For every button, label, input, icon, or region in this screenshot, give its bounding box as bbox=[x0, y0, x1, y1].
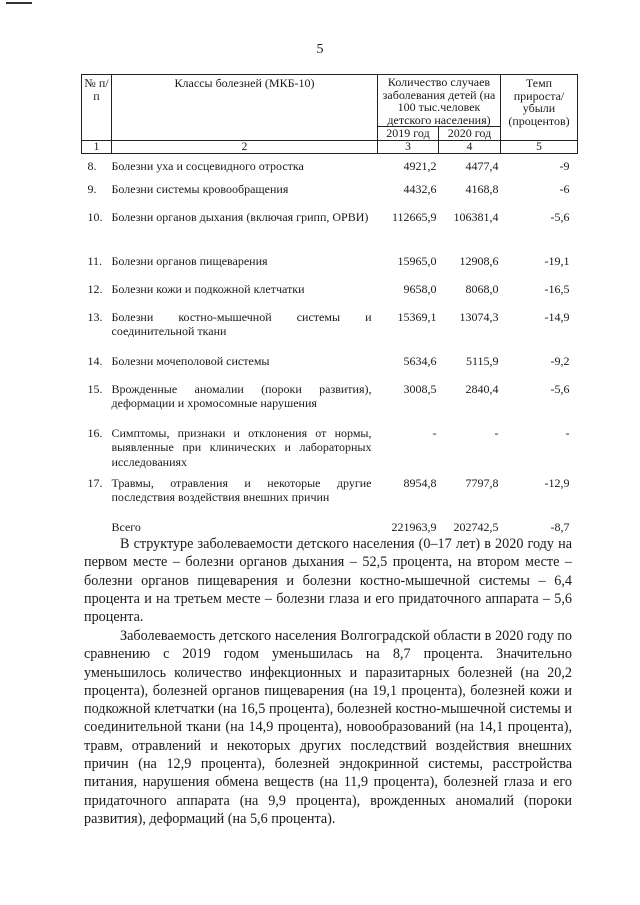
header-classes: Классы болезней (МКБ-10) bbox=[112, 75, 378, 141]
header-year-2020: 2020 год bbox=[439, 127, 501, 141]
col-number-2: 2 bbox=[112, 141, 378, 154]
table-row bbox=[82, 254, 578, 282]
row-value-2019: 4921,2 bbox=[403, 159, 437, 173]
total-label: Всего bbox=[111, 519, 141, 534]
row-value-2020: 12908,6 bbox=[459, 253, 499, 268]
row-disease-class: Симптомы, признаки и отклонения от нормы, выявленные при клинических и лабораторных исследованиях bbox=[111, 425, 372, 469]
row-value-2019: 5634,6 bbox=[403, 353, 437, 368]
row-value-2020: 4168,8 bbox=[465, 181, 499, 196]
row-disease-class: Болезни уха и сосцевидного отростка bbox=[111, 159, 304, 173]
total-value-2020: 202742,5 bbox=[453, 519, 499, 534]
header-cases: Количество случаев заболевания детей (на 100 тыс.человек детского населения) bbox=[378, 75, 501, 127]
row-value-2019: - bbox=[432, 425, 437, 440]
row-disease-class: Травмы, отравления и некоторые другие последствия воздействия внешних причин bbox=[111, 475, 372, 504]
row-number: 8. bbox=[87, 159, 97, 173]
row-disease-class: Болезни мочеполовой системы bbox=[111, 353, 270, 368]
row-disease-class: Болезни костно-мышечной системы и соединительной ткани bbox=[111, 309, 372, 338]
row-number: 12. bbox=[87, 281, 103, 296]
row-number: 11. bbox=[87, 253, 103, 268]
paragraph-morbidity: Заболеваемость детского населения Волгоградской области в 2020 году по сравнению с 2019 годом уменьшилась на 8,7 процента. Значительно уменьшилось количество инфекционных и паразитарных болезней (на 20,2 процента), болезней органов пищеварения (на 19,1 процента), болезней кожи и подкожной клетчатки (на 16,5 процента), болезней костно-мышечной системы и соединительной ткани (на 14,9 процента), новообразований (на 14,1 процента), травм, отравлений и некоторых других последствий воздействия внешних причин (на 12,9 процента), болезней эндокринной системы, расстройства питания, нарушения обмена веществ (на 11,9 процента), болезней глаза и его придаточного аппарата (на 9,9 процента), врожденных аномалий (пороки развития), деформаций (на 5,6 процента). bbox=[84, 628, 572, 827]
col-number-1: 1 bbox=[82, 141, 112, 154]
row-number: 13. bbox=[87, 309, 103, 324]
row-value-2020: 8068,0 bbox=[465, 281, 499, 296]
row-number: 16. bbox=[87, 425, 103, 440]
total-rate: -8,7 bbox=[550, 519, 570, 534]
header-year-2019: 2019 год bbox=[378, 127, 439, 141]
col-number-5: 5 bbox=[501, 141, 578, 154]
row-number: 10. bbox=[87, 209, 103, 224]
row-rate: -9,2 bbox=[550, 353, 570, 368]
row-value-2019: 112665,9 bbox=[391, 209, 437, 224]
col-number-3: 3 bbox=[378, 141, 439, 154]
row-rate: -14,9 bbox=[544, 309, 570, 324]
row-value-2019: 3008,5 bbox=[403, 381, 437, 396]
row-disease-class: Болезни системы кровообращения bbox=[111, 181, 289, 196]
row-number: 17. bbox=[87, 475, 103, 490]
page-number: 5 bbox=[316, 42, 324, 57]
row-disease-class: Болезни кожи и подкожной клетчатки bbox=[111, 281, 305, 296]
table-row bbox=[82, 210, 578, 254]
table-row bbox=[82, 282, 578, 310]
row-rate: -5,6 bbox=[550, 209, 570, 224]
row-value-2019: 4432,6 bbox=[403, 181, 437, 196]
row-value-2020: 2840,4 bbox=[465, 381, 499, 396]
table-row bbox=[82, 476, 578, 520]
table-row bbox=[82, 310, 578, 354]
row-value-2020: 4477,4 bbox=[465, 159, 499, 173]
row-rate: -12,9 bbox=[544, 475, 570, 490]
row-value-2020: 13074,3 bbox=[459, 309, 499, 324]
morbidity-table bbox=[81, 74, 578, 542]
row-value-2019: 15369,1 bbox=[397, 309, 437, 324]
paragraph-structure: В структуре заболеваемости детского населения (0–17 лет) в 2020 году на первом месте – болезни органов дыхания – 52,5 процента, на втором месте – болезни органов пищеварения и болезни костно-мышечной системы – 6,4 процента и на третьем месте – болезни глаза и его придаточного аппарата – 5,6 процента. bbox=[84, 536, 572, 626]
table-row bbox=[82, 354, 578, 382]
row-number: 9. bbox=[87, 181, 97, 196]
row-value-2019: 8954,8 bbox=[403, 475, 437, 490]
row-rate: - bbox=[565, 425, 570, 440]
row-value-2020: 106381,4 bbox=[453, 209, 499, 224]
col-number-4: 4 bbox=[439, 141, 501, 154]
table-row bbox=[82, 154, 578, 182]
table-row bbox=[82, 382, 578, 426]
row-disease-class: Врожденные аномалии (пороки развития), деформации и хромосомные нарушения bbox=[111, 381, 372, 410]
row-number: 14. bbox=[87, 353, 103, 368]
table-body bbox=[82, 154, 578, 542]
row-value-2019: 9658,0 bbox=[403, 281, 437, 296]
row-rate: -19,1 bbox=[544, 253, 570, 268]
row-rate: -5,6 bbox=[550, 381, 570, 396]
row-number: 15. bbox=[87, 381, 103, 396]
row-value-2020: - bbox=[494, 425, 499, 440]
row-value-2019: 15965,0 bbox=[397, 253, 437, 268]
row-disease-class: Болезни органов дыхания (включая грипп, ОРВИ) bbox=[111, 209, 369, 224]
corner-mark bbox=[6, 2, 32, 4]
header-number: № п/п bbox=[82, 75, 112, 141]
row-rate: -16,5 bbox=[544, 281, 570, 296]
row-rate: -6 bbox=[559, 181, 570, 196]
header-rate: Темп прироста/ убыли (процентов) bbox=[501, 75, 578, 141]
table-row bbox=[82, 182, 578, 210]
table-row bbox=[82, 426, 578, 476]
row-value-2020: 7797,8 bbox=[465, 475, 499, 490]
row-disease-class: Болезни органов пищеварения bbox=[111, 253, 268, 268]
row-rate: -9 bbox=[559, 159, 570, 173]
row-value-2020: 5115,9 bbox=[465, 353, 499, 368]
total-value-2019: 221963,9 bbox=[391, 519, 437, 534]
